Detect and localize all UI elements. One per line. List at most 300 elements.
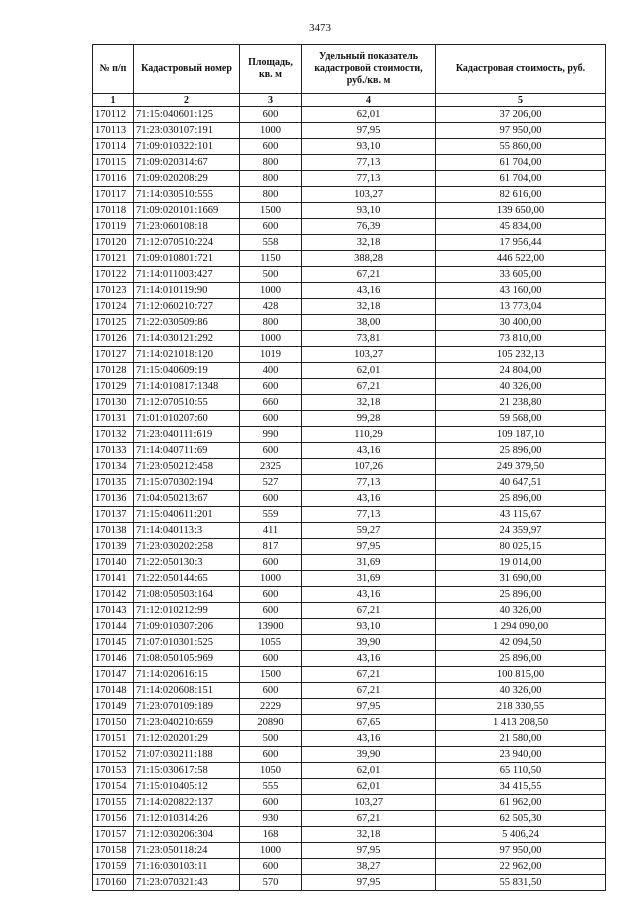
cadastral-number-cell: 71:15:040609:19 — [134, 363, 240, 379]
cadastral-value-cell: 23 940,00 — [436, 747, 606, 763]
cadastral-number-cell: 71:14:040113:3 — [134, 523, 240, 539]
area-cell: 1019 — [240, 347, 302, 363]
specific-value-cell: 43,16 — [302, 731, 436, 747]
row-number-cell: 170116 — [93, 171, 134, 187]
row-number-cell: 170120 — [93, 235, 134, 251]
cadastral-value-cell: 97 950,00 — [436, 843, 606, 859]
area-cell: 600 — [240, 219, 302, 235]
row-number-cell: 170145 — [93, 635, 134, 651]
table-row — [93, 779, 606, 795]
cadastral-value-cell: 24 804,00 — [436, 363, 606, 379]
row-number-cell: 170126 — [93, 331, 134, 347]
cadastral-number-cell: 71:23:040111:619 — [134, 427, 240, 443]
table-row — [93, 475, 606, 491]
cadastral-number-cell: 71:14:030121:292 — [134, 331, 240, 347]
table-row — [93, 619, 606, 635]
specific-value-cell: 43,16 — [302, 443, 436, 459]
row-number-cell: 170122 — [93, 267, 134, 283]
area-cell: 555 — [240, 779, 302, 795]
table-row — [93, 347, 606, 363]
cadastral-value-cell: 37 206,00 — [436, 107, 606, 123]
specific-value-cell: 59,27 — [302, 523, 436, 539]
area-cell: 600 — [240, 555, 302, 571]
cadastral-number-cell: 71:12:020201:29 — [134, 731, 240, 747]
row-number-cell: 170130 — [93, 395, 134, 411]
table-row — [93, 507, 606, 523]
row-number-cell: 170136 — [93, 491, 134, 507]
table-row — [93, 219, 606, 235]
row-number-cell: 170148 — [93, 683, 134, 699]
table-row — [93, 683, 606, 699]
specific-value-cell: 67,21 — [302, 683, 436, 699]
cadastral-value-cell: 61 962,00 — [436, 795, 606, 811]
row-number-cell: 170151 — [93, 731, 134, 747]
area-cell: 558 — [240, 235, 302, 251]
row-number-cell: 170131 — [93, 411, 134, 427]
row-number-cell: 170150 — [93, 715, 134, 731]
specific-value-cell: 38,27 — [302, 859, 436, 875]
row-number-cell: 170140 — [93, 555, 134, 571]
area-cell: 1500 — [240, 203, 302, 219]
specific-value-cell: 93,10 — [302, 203, 436, 219]
specific-value-cell: 97,95 — [302, 699, 436, 715]
page-number: 3473 — [309, 22, 331, 34]
area-cell: 800 — [240, 315, 302, 331]
row-number-cell: 170133 — [93, 443, 134, 459]
area-cell: 817 — [240, 539, 302, 555]
cadastral-number-cell: 71:15:030617:58 — [134, 763, 240, 779]
cadastral-value-cell: 100 815,00 — [436, 667, 606, 683]
row-number-cell: 170138 — [93, 523, 134, 539]
table-row — [93, 587, 606, 603]
row-number-cell: 170112 — [93, 107, 134, 123]
cadastral-number-cell: 71:15:040601:125 — [134, 107, 240, 123]
header-specific-value: Удельный показатель кадастровой стоимости, руб./кв. м — [302, 45, 436, 94]
specific-value-cell: 43,16 — [302, 283, 436, 299]
area-cell: 168 — [240, 827, 302, 843]
row-number-cell: 170142 — [93, 587, 134, 603]
cadastral-value-cell: 25 896,00 — [436, 651, 606, 667]
specific-value-cell: 43,16 — [302, 587, 436, 603]
row-number-cell: 170113 — [93, 123, 134, 139]
specific-value-cell: 43,16 — [302, 491, 436, 507]
cadastral-value-table — [92, 44, 606, 891]
area-cell: 600 — [240, 491, 302, 507]
table-row — [93, 203, 606, 219]
header-area: Площадь, кв. м — [240, 45, 302, 94]
cadastral-number-cell: 71:23:050118:24 — [134, 843, 240, 859]
specific-value-cell: 103,27 — [302, 347, 436, 363]
area-cell: 2325 — [240, 459, 302, 475]
cadastral-number-cell: 71:22:050144:65 — [134, 571, 240, 587]
cadastral-value-cell: 31 690,00 — [436, 571, 606, 587]
area-cell: 600 — [240, 603, 302, 619]
cadastral-number-cell: 71:12:070510:224 — [134, 235, 240, 251]
table-row — [93, 603, 606, 619]
specific-value-cell: 77,13 — [302, 155, 436, 171]
table-row — [93, 827, 606, 843]
specific-value-cell: 388,28 — [302, 251, 436, 267]
cadastral-value-cell: 82 616,00 — [436, 187, 606, 203]
specific-value-cell: 62,01 — [302, 779, 436, 795]
specific-value-cell: 73,81 — [302, 331, 436, 347]
table-row — [93, 139, 606, 155]
row-number-cell: 170117 — [93, 187, 134, 203]
specific-value-cell: 31,69 — [302, 555, 436, 571]
cadastral-value-cell: 24 359,97 — [436, 523, 606, 539]
cadastral-number-cell: 71:23:070321:43 — [134, 875, 240, 891]
table-row — [93, 331, 606, 347]
area-cell: 1000 — [240, 571, 302, 587]
area-cell: 500 — [240, 731, 302, 747]
specific-value-cell: 67,21 — [302, 379, 436, 395]
area-cell: 600 — [240, 795, 302, 811]
row-number-cell: 170153 — [93, 763, 134, 779]
row-number-cell: 170137 — [93, 507, 134, 523]
specific-value-cell: 38,00 — [302, 315, 436, 331]
row-number-cell: 170141 — [93, 571, 134, 587]
cadastral-value-cell: 5 406,24 — [436, 827, 606, 843]
column-number: 1 — [93, 94, 134, 107]
area-cell: 1000 — [240, 331, 302, 347]
row-number-cell: 170159 — [93, 859, 134, 875]
specific-value-cell: 67,21 — [302, 811, 436, 827]
cadastral-number-cell: 71:09:010322:101 — [134, 139, 240, 155]
cadastral-value-cell: 40 326,00 — [436, 603, 606, 619]
specific-value-cell: 103,27 — [302, 795, 436, 811]
specific-value-cell: 77,13 — [302, 507, 436, 523]
table-row — [93, 267, 606, 283]
table-row — [93, 395, 606, 411]
row-number-cell: 170121 — [93, 251, 134, 267]
table-row — [93, 491, 606, 507]
row-number-cell: 170157 — [93, 827, 134, 843]
row-number-cell: 170128 — [93, 363, 134, 379]
cadastral-number-cell: 71:23:060108:18 — [134, 219, 240, 235]
table-row — [93, 747, 606, 763]
cadastral-value-cell: 249 379,50 — [436, 459, 606, 475]
cadastral-number-cell: 71:23:040210:659 — [134, 715, 240, 731]
specific-value-cell: 97,95 — [302, 875, 436, 891]
cadastral-number-cell: 71:23:030107:191 — [134, 123, 240, 139]
table-row — [93, 123, 606, 139]
area-cell: 400 — [240, 363, 302, 379]
table-row — [93, 715, 606, 731]
table-body — [93, 107, 606, 891]
table-row — [93, 299, 606, 315]
header-row-number: № п/п — [93, 45, 134, 94]
specific-value-cell: 77,13 — [302, 171, 436, 187]
table-row — [93, 107, 606, 123]
area-cell: 600 — [240, 859, 302, 875]
table-row — [93, 731, 606, 747]
cadastral-number-cell: 71:12:030206:304 — [134, 827, 240, 843]
cadastral-number-cell: 71:14:011003:427 — [134, 267, 240, 283]
cadastral-value-cell: 45 834,00 — [436, 219, 606, 235]
table-row — [93, 235, 606, 251]
table-row — [93, 459, 606, 475]
area-cell: 600 — [240, 443, 302, 459]
table-row — [93, 443, 606, 459]
cadastral-value-cell: 80 025,15 — [436, 539, 606, 555]
cadastral-number-cell: 71:08:050105:969 — [134, 651, 240, 667]
cadastral-value-cell: 19 014,00 — [436, 555, 606, 571]
cadastral-value-cell: 42 094,50 — [436, 635, 606, 651]
cadastral-value-cell: 61 704,00 — [436, 171, 606, 187]
cadastral-number-cell: 71:23:070109:189 — [134, 699, 240, 715]
row-number-cell: 170144 — [93, 619, 134, 635]
row-number-cell: 170134 — [93, 459, 134, 475]
table-row — [93, 667, 606, 683]
cadastral-value-cell: 21 580,00 — [436, 731, 606, 747]
specific-value-cell: 76,39 — [302, 219, 436, 235]
area-cell: 411 — [240, 523, 302, 539]
header-row — [93, 45, 606, 94]
row-number-cell: 170143 — [93, 603, 134, 619]
specific-value-cell: 31,69 — [302, 571, 436, 587]
table-row — [93, 539, 606, 555]
area-cell: 990 — [240, 427, 302, 443]
table-row — [93, 795, 606, 811]
cadastral-number-cell: 71:15:040611:201 — [134, 507, 240, 523]
row-number-cell: 170119 — [93, 219, 134, 235]
specific-value-cell: 93,10 — [302, 619, 436, 635]
cadastral-number-cell: 71:15:070302:194 — [134, 475, 240, 491]
area-cell: 800 — [240, 171, 302, 187]
cadastral-number-cell: 71:09:020208:29 — [134, 171, 240, 187]
area-cell: 13900 — [240, 619, 302, 635]
column-number: 5 — [436, 94, 606, 107]
specific-value-cell: 97,95 — [302, 843, 436, 859]
cadastral-number-cell: 71:14:020608:151 — [134, 683, 240, 699]
specific-value-cell: 32,18 — [302, 395, 436, 411]
area-cell: 2229 — [240, 699, 302, 715]
area-cell: 527 — [240, 475, 302, 491]
cadastral-value-cell: 1 294 090,00 — [436, 619, 606, 635]
table-row — [93, 571, 606, 587]
specific-value-cell: 67,21 — [302, 667, 436, 683]
area-cell: 600 — [240, 139, 302, 155]
specific-value-cell: 43,16 — [302, 651, 436, 667]
table-row — [93, 811, 606, 827]
row-number-cell: 170152 — [93, 747, 134, 763]
specific-value-cell: 62,01 — [302, 363, 436, 379]
specific-value-cell: 62,01 — [302, 107, 436, 123]
table-row — [93, 155, 606, 171]
table-row — [93, 699, 606, 715]
area-cell: 1050 — [240, 763, 302, 779]
row-number-cell: 170147 — [93, 667, 134, 683]
area-cell: 570 — [240, 875, 302, 891]
specific-value-cell: 62,01 — [302, 763, 436, 779]
cadastral-number-cell: 71:14:040711:69 — [134, 443, 240, 459]
area-cell: 600 — [240, 651, 302, 667]
row-number-cell: 170160 — [93, 875, 134, 891]
specific-value-cell: 32,18 — [302, 827, 436, 843]
column-number: 4 — [302, 94, 436, 107]
table-row — [93, 363, 606, 379]
area-cell: 800 — [240, 187, 302, 203]
table-row — [93, 843, 606, 859]
table-row — [93, 187, 606, 203]
cadastral-value-cell: 73 810,00 — [436, 331, 606, 347]
table-row — [93, 859, 606, 875]
header-cadastral-value: Кадастровая стоимость, руб. — [436, 45, 606, 94]
specific-value-cell: 39,90 — [302, 635, 436, 651]
row-number-cell: 170156 — [93, 811, 134, 827]
cadastral-value-cell: 65 110,50 — [436, 763, 606, 779]
table-row — [93, 315, 606, 331]
specific-value-cell: 93,10 — [302, 139, 436, 155]
cadastral-value-cell: 59 568,00 — [436, 411, 606, 427]
specific-value-cell: 67,65 — [302, 715, 436, 731]
area-cell: 1150 — [240, 251, 302, 267]
cadastral-value-cell: 446 522,00 — [436, 251, 606, 267]
area-cell: 428 — [240, 299, 302, 315]
cadastral-number-cell: 71:12:010314:26 — [134, 811, 240, 827]
table-row — [93, 763, 606, 779]
cadastral-value-cell: 25 896,00 — [436, 491, 606, 507]
table-row — [93, 379, 606, 395]
cadastral-value-cell: 139 650,00 — [436, 203, 606, 219]
specific-value-cell: 77,13 — [302, 475, 436, 491]
cadastral-number-cell: 71:09:010801:721 — [134, 251, 240, 267]
area-cell: 600 — [240, 107, 302, 123]
cadastral-number-cell: 71:09:020101:1669 — [134, 203, 240, 219]
cadastral-value-cell: 97 950,00 — [436, 123, 606, 139]
area-cell: 500 — [240, 267, 302, 283]
specific-value-cell: 99,28 — [302, 411, 436, 427]
specific-value-cell: 67,21 — [302, 603, 436, 619]
cadastral-number-cell: 71:12:060210:727 — [134, 299, 240, 315]
cadastral-number-cell: 71:23:050212:458 — [134, 459, 240, 475]
column-number: 3 — [240, 94, 302, 107]
cadastral-value-cell: 40 326,00 — [436, 683, 606, 699]
area-cell: 1055 — [240, 635, 302, 651]
row-number-cell: 170129 — [93, 379, 134, 395]
area-cell: 1000 — [240, 843, 302, 859]
table-row — [93, 651, 606, 667]
row-number-cell: 170155 — [93, 795, 134, 811]
cadastral-value-cell: 17 956,44 — [436, 235, 606, 251]
cadastral-value-cell: 30 400,00 — [436, 315, 606, 331]
cadastral-number-cell: 71:07:030211:188 — [134, 747, 240, 763]
row-number-cell: 170149 — [93, 699, 134, 715]
area-cell: 600 — [240, 411, 302, 427]
column-number-row — [93, 94, 606, 107]
cadastral-number-cell: 71:12:070510:55 — [134, 395, 240, 411]
cadastral-number-cell: 71:23:030202:258 — [134, 539, 240, 555]
cadastral-value-cell: 25 896,00 — [436, 587, 606, 603]
cadastral-number-cell: 71:16:030103:11 — [134, 859, 240, 875]
cadastral-number-cell: 71:15:010405:12 — [134, 779, 240, 795]
cadastral-value-cell: 40 647,51 — [436, 475, 606, 491]
cadastral-number-cell: 71:22:030509:86 — [134, 315, 240, 331]
table-row — [93, 875, 606, 891]
cadastral-value-cell: 218 330,55 — [436, 699, 606, 715]
cadastral-value-cell: 13 773,04 — [436, 299, 606, 315]
cadastral-number-cell: 71:01:010207:60 — [134, 411, 240, 427]
area-cell: 930 — [240, 811, 302, 827]
specific-value-cell: 32,18 — [302, 235, 436, 251]
row-number-cell: 170118 — [93, 203, 134, 219]
cadastral-number-cell: 71:08:050503:164 — [134, 587, 240, 603]
row-number-cell: 170139 — [93, 539, 134, 555]
table-row — [93, 283, 606, 299]
area-cell: 600 — [240, 683, 302, 699]
cadastral-number-cell: 71:04:050213:67 — [134, 491, 240, 507]
cadastral-value-cell: 43 115,67 — [436, 507, 606, 523]
cadastral-value-cell: 55 831,50 — [436, 875, 606, 891]
cadastral-value-cell: 62 505,30 — [436, 811, 606, 827]
column-number: 2 — [134, 94, 240, 107]
area-cell: 660 — [240, 395, 302, 411]
table-row — [93, 427, 606, 443]
table-row — [93, 523, 606, 539]
cadastral-value-cell: 25 896,00 — [436, 443, 606, 459]
area-cell: 1000 — [240, 123, 302, 139]
cadastral-number-cell: 71:12:010212:99 — [134, 603, 240, 619]
table-row — [93, 635, 606, 651]
specific-value-cell: 107,26 — [302, 459, 436, 475]
cadastral-value-cell: 34 415,55 — [436, 779, 606, 795]
cadastral-number-cell: 71:14:030510:555 — [134, 187, 240, 203]
area-cell: 600 — [240, 587, 302, 603]
cadastral-value-cell: 43 160,00 — [436, 283, 606, 299]
row-number-cell: 170154 — [93, 779, 134, 795]
cadastral-number-cell: 71:14:020822:137 — [134, 795, 240, 811]
cadastral-value-cell: 22 962,00 — [436, 859, 606, 875]
row-number-cell: 170158 — [93, 843, 134, 859]
table-row — [93, 171, 606, 187]
row-number-cell: 170114 — [93, 139, 134, 155]
specific-value-cell: 67,21 — [302, 267, 436, 283]
cadastral-value-cell: 33 605,00 — [436, 267, 606, 283]
cadastral-number-cell: 71:14:021018:120 — [134, 347, 240, 363]
cadastral-value-cell: 105 232,13 — [436, 347, 606, 363]
cadastral-value-cell: 40 326,00 — [436, 379, 606, 395]
cadastral-value-cell: 55 860,00 — [436, 139, 606, 155]
row-number-cell: 170125 — [93, 315, 134, 331]
area-cell: 1500 — [240, 667, 302, 683]
row-number-cell: 170123 — [93, 283, 134, 299]
cadastral-number-cell: 71:09:020314:67 — [134, 155, 240, 171]
table-row — [93, 555, 606, 571]
area-cell: 1000 — [240, 283, 302, 299]
cadastral-number-cell: 71:14:010119:90 — [134, 283, 240, 299]
cadastral-value-cell: 109 187,10 — [436, 427, 606, 443]
specific-value-cell: 97,95 — [302, 123, 436, 139]
header-cadastral-number: Кадастровый номер — [134, 45, 240, 94]
specific-value-cell: 32,18 — [302, 299, 436, 315]
specific-value-cell: 39,90 — [302, 747, 436, 763]
cadastral-number-cell: 71:22:050130:3 — [134, 555, 240, 571]
area-cell: 559 — [240, 507, 302, 523]
area-cell: 20890 — [240, 715, 302, 731]
area-cell: 800 — [240, 155, 302, 171]
cadastral-value-cell: 1 413 208,50 — [436, 715, 606, 731]
cadastral-value-cell: 61 704,00 — [436, 155, 606, 171]
cadastral-value-cell: 21 238,80 — [436, 395, 606, 411]
row-number-cell: 170124 — [93, 299, 134, 315]
cadastral-number-cell: 71:14:010817:1348 — [134, 379, 240, 395]
specific-value-cell: 103,27 — [302, 187, 436, 203]
specific-value-cell: 110,29 — [302, 427, 436, 443]
table-row — [93, 411, 606, 427]
row-number-cell: 170127 — [93, 347, 134, 363]
area-cell: 600 — [240, 379, 302, 395]
row-number-cell: 170115 — [93, 155, 134, 171]
